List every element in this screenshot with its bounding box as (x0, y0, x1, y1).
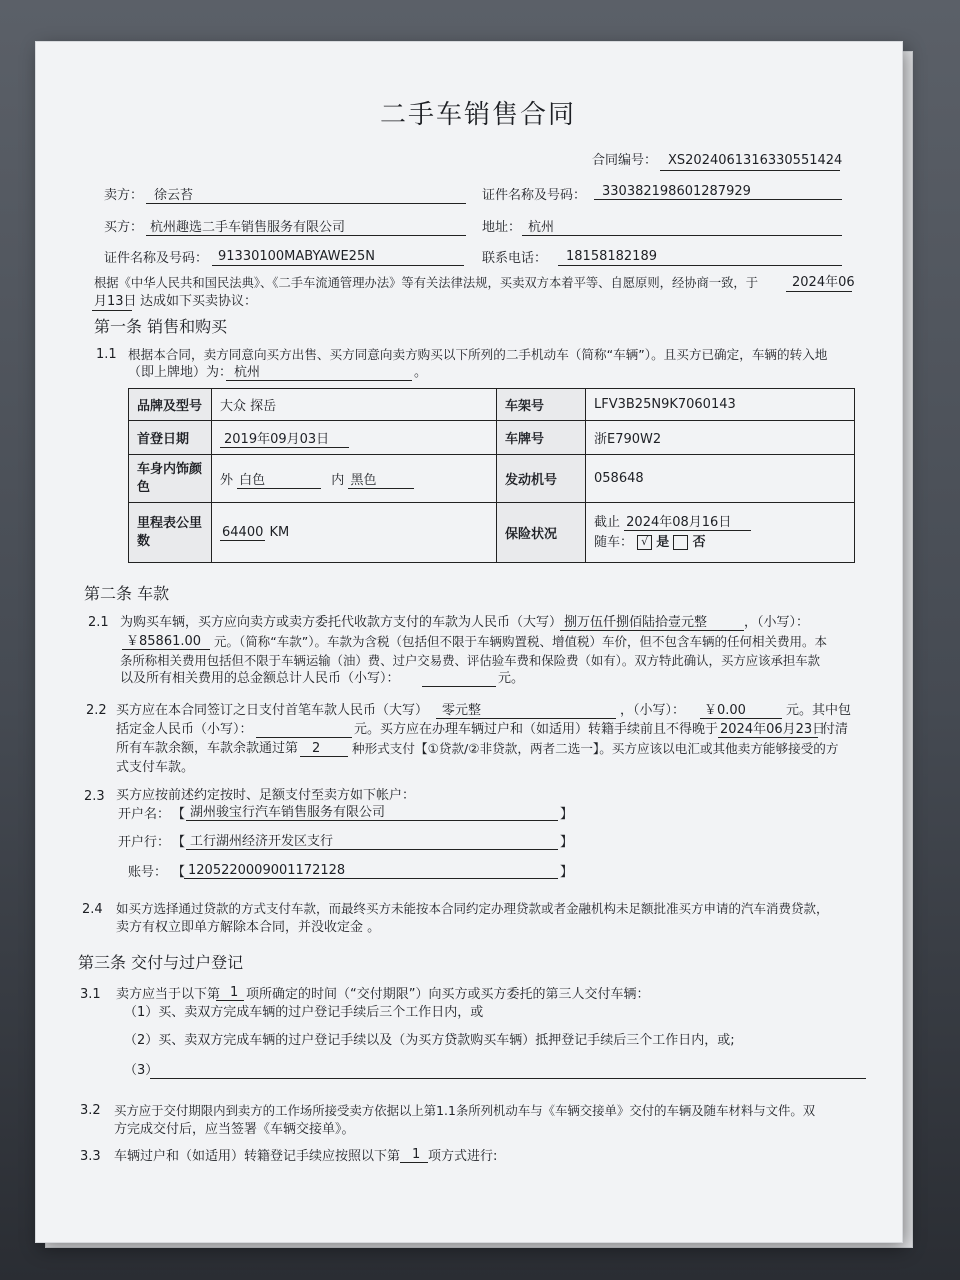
buyer-label: 买方： (104, 220, 144, 235)
clause-3-2-no: 3.2 (80, 1103, 101, 1118)
insurance-no-checkbox[interactable] (673, 535, 688, 550)
clause-1-1-line1: 根据本合同，卖方同意向买方出售、买方同意向卖方购买以下所列的二手机动车（简称“车辆”）。且买方已确定，车辆的转入地 (128, 347, 828, 362)
account-name-value: 湖州骏宝行汽车销售服务有限公司 (190, 805, 386, 820)
first-payment-upper: 零元整 (442, 703, 482, 718)
bracket-right: 】 (560, 865, 574, 880)
buyer-id-label: 证件名称及号码： (104, 251, 209, 266)
underline (400, 1162, 428, 1163)
insurance-until-value: 2024年08月16日 (624, 515, 751, 531)
payment-way: 2 (312, 741, 321, 756)
seller-id-label: 证件名称及号码： (482, 188, 587, 203)
inner-color-value: 黑色 (348, 469, 414, 489)
clause-2-2-line3b: 种形式支付【①贷款/②非贷款，两者二选一】。买方应该以电汇或其他卖方能够接受的方 (352, 741, 839, 756)
vin-value: LFV3B25N9K7060143 (586, 389, 855, 421)
underline (436, 718, 616, 719)
delivery-item: 1 (230, 985, 239, 1000)
clause-3-1-option3: （3） (124, 1063, 159, 1078)
buyer-name: 杭州趣选二手车销售服务有限公司 (150, 220, 346, 235)
phone-value: 18158182189 (566, 249, 657, 264)
insurance-until-label: 截止 (594, 514, 621, 530)
insurance-follow-label: 随车： (594, 534, 634, 550)
underline (92, 310, 132, 311)
reg-date-value: 2019年09月03日 (220, 432, 349, 448)
insurance-no-label: 否 (692, 534, 706, 550)
clause-2-2-line4: 式支付车款。 (116, 760, 195, 775)
transfer-method-item: 1 (412, 1147, 421, 1162)
underline (300, 756, 348, 757)
clause-2-1-line4-end: 元。 (498, 671, 525, 686)
preamble-date-b: 月13日 (94, 294, 137, 309)
brand-value: 大众 探岳 (212, 389, 497, 421)
plate-value: 浙E790W2 (586, 421, 855, 455)
outer-color-label: 外 (220, 472, 234, 488)
mileage-unit: KM (269, 525, 290, 540)
underline (146, 235, 466, 236)
clause-2-2-line1: 买方应在本合同签订之日支付首笔车款人民币（大写） (116, 703, 429, 718)
underline (558, 265, 842, 266)
underline (212, 265, 464, 266)
contract-page (36, 42, 902, 1242)
clause-2-1-no: 2.1 (88, 615, 109, 630)
inner-color-label: 内 (331, 472, 345, 488)
underline (256, 737, 352, 738)
preamble-date-a: 2024年06 (792, 275, 855, 290)
clause-3-1-line1b: 项所确定的时间（“交付期限”）向买方或买方委托的第三人交付车辆： (246, 987, 650, 1002)
clause-3-1-option2: （2）买、卖双方完成车辆的过户登记手续以及（为买方贷款购买车辆）抵押登记手续后三个工作日内，或; (124, 1033, 735, 1048)
clause-2-3-no: 2.3 (84, 789, 105, 804)
underline (122, 649, 210, 650)
underline (186, 849, 558, 850)
insurance-label: 保险状况 (497, 503, 586, 563)
price-lower-label: ，（小写）： (744, 615, 810, 630)
clause-1-1-end: 。 (414, 365, 428, 380)
underline (186, 820, 558, 821)
article-2-title: 第二条 车款 (84, 584, 170, 603)
page-title: 二手车销售合同 (380, 100, 577, 130)
clause-2-1-line3: 条所称相关费用包括但不限于车辆运输（油）费、过户交易费、评估验车费和保险费（如有）。双方特此确认，买方应该承担车款 (120, 653, 821, 668)
bank-label: 开户行： (118, 835, 171, 850)
reg-date-label: 首登日期 (129, 421, 212, 455)
clause-2-3-line1: 买方应按前述约定按时、足额支付至卖方如下帐户： (116, 788, 416, 803)
preamble-line2: 达成如下买卖协议： (140, 294, 258, 309)
clause-2-2-line2a: 括定金人民币（小写）： (116, 722, 253, 737)
clause-2-1-line1: 为购买车辆，买方应向卖方或卖方委托代收款方支付的车款为人民币（大写） (120, 615, 563, 630)
clause-2-4-line1: 如买方选择通过贷款的方式支付车款，而最终买方未能按本合同约定办理贷款或者金融机构未足额批准买方申请的汽车消费贷款， (116, 901, 829, 916)
underline (150, 1078, 866, 1079)
address-label: 地址： (482, 220, 522, 235)
final-payment-date: 2024年06月23日 (720, 722, 826, 737)
underline (184, 878, 558, 879)
address-value: 杭州 (528, 220, 555, 235)
buyer-id-value: 91330100MABYAWE25N (218, 249, 375, 264)
clause-3-2-line1: 买方应于交付期限内到卖方的工作场所接受卖方依据以上第1.1条所列机动车与《车辆交接单》交付的车辆及随车材料与文件。双 (114, 1103, 816, 1118)
underline (522, 235, 842, 236)
contract-no-value: XS2024061316330551424 (668, 153, 843, 168)
underline (226, 380, 412, 381)
bracket-right: 】 (560, 807, 574, 822)
insurance-yes-checkbox[interactable]: √ (637, 535, 652, 550)
plate-label: 车牌号 (497, 421, 586, 455)
clause-3-3-no: 3.3 (80, 1149, 101, 1164)
price-upper: 捌万伍仟捌佰陆拾壹元整 (564, 615, 708, 630)
seller-id-value: 330382198601287929 (602, 184, 751, 199)
underline (700, 718, 782, 719)
underline (786, 291, 852, 292)
clause-2-2-no: 2.2 (86, 703, 107, 718)
account-no-label: 账号： (128, 865, 168, 880)
clause-1-1-line2: （即上牌地）为： (128, 365, 233, 380)
insurance-cell (586, 503, 855, 563)
clause-1-1-no: 1.1 (96, 347, 117, 362)
bracket-left: 【 (172, 865, 186, 880)
mileage-value: 64400 (222, 525, 264, 540)
underline (422, 686, 496, 687)
clause-2-1-line4: 以及所有相关费用的总金额总计人民币（小写）： (120, 671, 400, 686)
clause-3-3-line1a: 车辆过户和（如适用）转籍登记手续应按照以下第 (114, 1149, 401, 1164)
underline (718, 737, 818, 738)
account-name-label: 开户名： (118, 807, 171, 822)
account-no-value: 1205220009001172128 (188, 863, 346, 878)
underline (146, 203, 466, 204)
clause-2-4-no: 2.4 (82, 902, 103, 917)
price-lower: ￥85861.00 (126, 634, 202, 649)
preamble-line1: 根据《中华人民共和国民法典》、《二手车流通管理办法》等有关法律法规，买卖双方本着平等、自愿原则，经协商一致，于 (94, 276, 759, 290)
color-label: 车身内饰颜色 (129, 455, 212, 503)
vin-label: 车架号 (497, 389, 586, 421)
bracket-left: 【 (172, 807, 186, 822)
outer-color-value: 白色 (237, 469, 321, 489)
underline (594, 199, 842, 200)
clause-2-2-line2b: 元。买方应在办理车辆过户和（如适用）转籍手续前且不得晚于 (354, 722, 719, 737)
clause-3-3-line1b: 项方式进行: (428, 1149, 498, 1164)
phone-label: 联系电话： (482, 251, 548, 266)
clause-2-4-line2: 卖方有权立即单方解除本合同，并没收定金 。 (116, 920, 381, 935)
seller-label: 卖方： (104, 188, 144, 203)
article-3-title: 第三条 交付与过户登记 (78, 953, 244, 972)
transfer-city: 杭州 (234, 365, 261, 380)
mileage-cell (212, 503, 497, 563)
vehicle-info-table (128, 388, 855, 563)
engine-label: 发动机号 (497, 455, 586, 503)
bank-value: 工行湖州经济开发区支行 (190, 834, 334, 849)
brand-label: 品牌及型号 (129, 389, 212, 421)
clause-3-1-line1a: 卖方应当于以下第 (116, 987, 221, 1002)
clause-2-2-line3a: 所有车款余额，车款余款通过第 (116, 741, 299, 756)
clause-3-2-line2: 方完成交付后，应当签署《车辆交接单》。 (114, 1122, 355, 1137)
underline (216, 1000, 244, 1001)
article-1-title: 第一条 销售和购买 (94, 317, 228, 336)
insurance-yes-label: 是 (656, 534, 670, 550)
mileage-label: 里程表公里数 (129, 503, 212, 563)
clause-2-2-line1-end: 元。其中包 (786, 703, 852, 718)
clause-3-1-no: 3.1 (80, 987, 101, 1002)
bracket-left: 【 (172, 835, 186, 850)
reg-date-cell (212, 421, 497, 455)
underline (560, 630, 744, 631)
clause-2-2-line2c: 付清 (822, 722, 849, 737)
first-payment-lower-label: ，（小写）： (620, 703, 686, 718)
color-cell (212, 455, 497, 503)
bracket-right: 】 (560, 835, 574, 850)
first-payment-lower: ￥0.00 (704, 703, 746, 718)
seller-name: 徐云苔 (154, 188, 194, 203)
engine-value: 058648 (586, 455, 855, 503)
contract-no-label: 合同编号： (592, 153, 658, 168)
underline (660, 170, 840, 171)
clause-3-1-option1: （1）买、卖双方完成车辆的过户登记手续后三个工作日内，或 (124, 1005, 484, 1020)
clause-2-1-line2: 元。（简称“车款”）。车款为含税（包括但不限于车辆购置税、增值税）车价，但不包含车辆的任何相关费用。本 (214, 634, 827, 649)
